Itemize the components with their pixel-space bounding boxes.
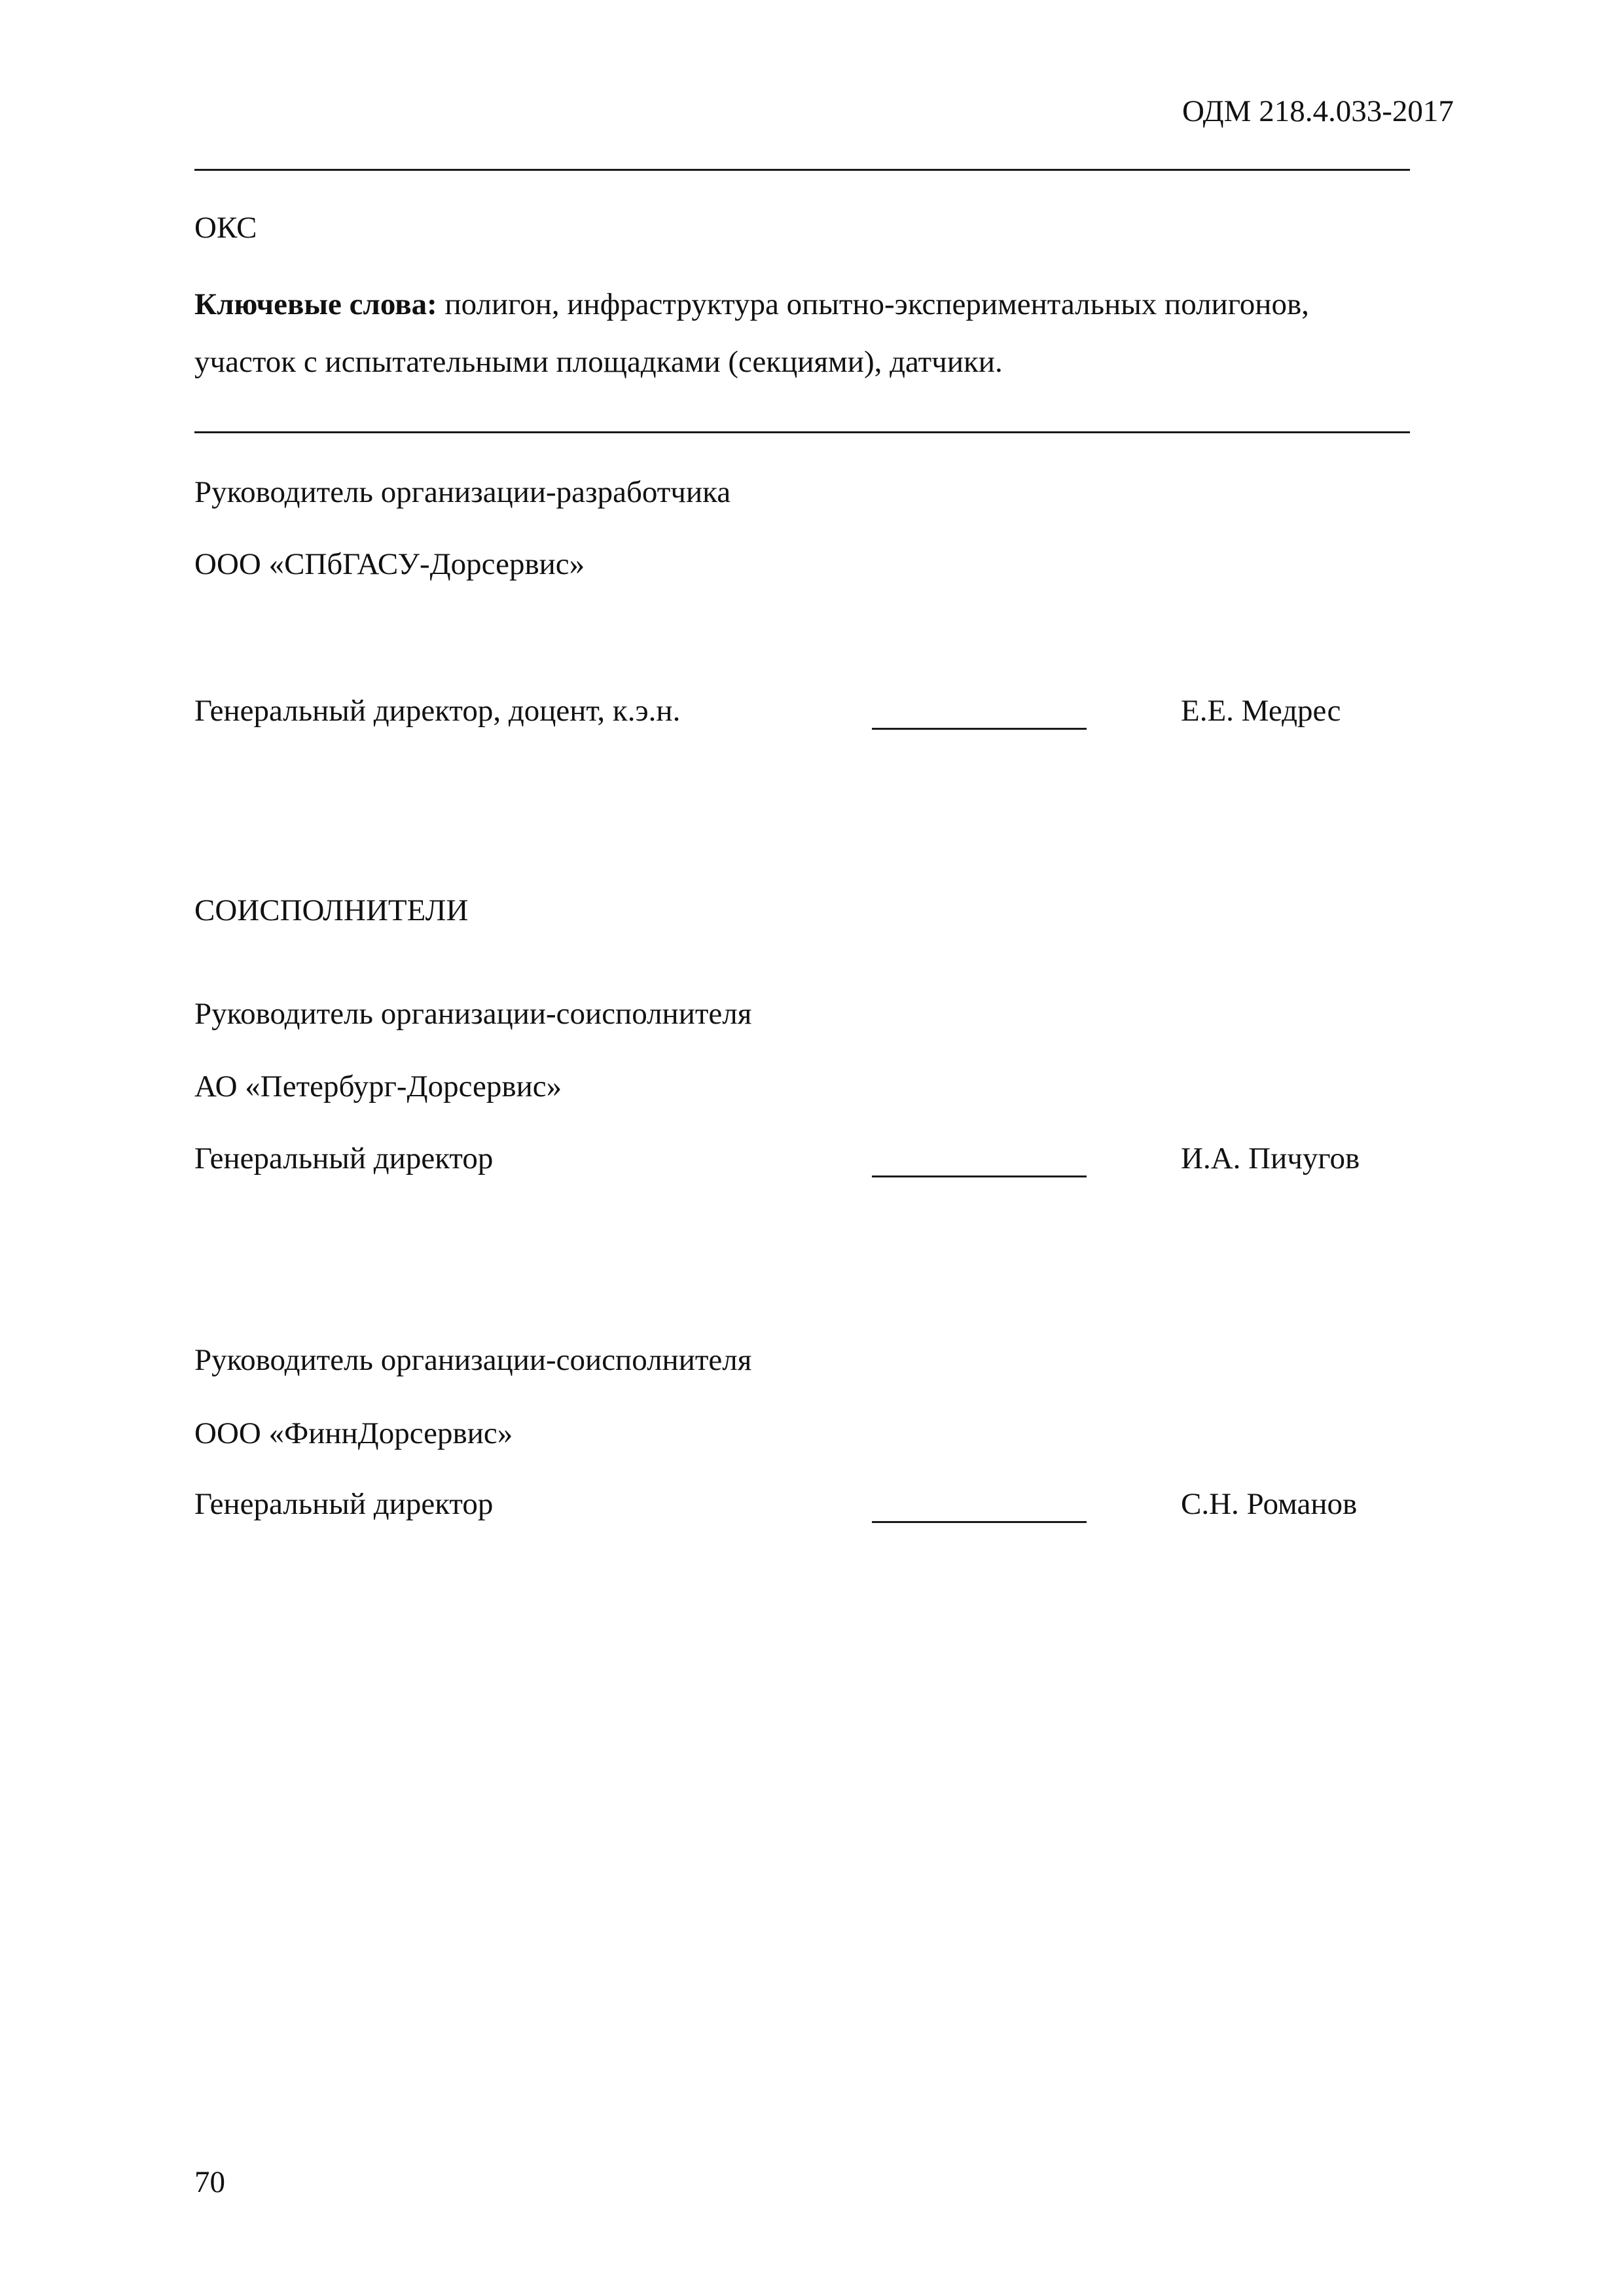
coexecutor-2-signature-line xyxy=(872,1521,1087,1523)
coexecutor-1-signature-line xyxy=(872,1175,1087,1177)
coexecutor-2-role: Руководитель организации-соисполнителя xyxy=(194,1343,752,1377)
keywords-rule xyxy=(194,431,1410,433)
keywords-label: Ключевые слова: xyxy=(194,287,437,321)
coexecutor-1-name: И.А. Пичугов xyxy=(1181,1141,1360,1175)
coexecutor-2-name: С.Н. Романов xyxy=(1181,1487,1358,1521)
developer-signature-line xyxy=(872,728,1087,730)
header-rule xyxy=(194,169,1410,171)
coexecutor-1-position: Генеральный директор xyxy=(194,1141,494,1175)
developer-role: Руководитель организации-разработчика xyxy=(194,475,731,509)
keywords-line-1 xyxy=(194,286,1309,323)
developer-org: ООО «СПбГАСУ-Дорсервис» xyxy=(194,547,585,581)
developer-position: Генеральный директор, доцент, к.э.н. xyxy=(194,694,681,728)
keywords-text-1: полигон, инфраструктура опытно-экспериментальных полигонов, xyxy=(437,287,1309,321)
coexecutor-1-org: АО «Петербург-Дорсервис» xyxy=(194,1069,562,1103)
coexecutors-heading: СОИСПОЛНИТЕЛИ xyxy=(194,893,469,927)
okc-label: ОКС xyxy=(194,211,257,245)
developer-name: Е.Е. Медрес xyxy=(1181,694,1341,728)
coexecutor-2-position: Генеральный директор xyxy=(194,1487,494,1521)
page-number: 70 xyxy=(194,2165,225,2199)
document-code: ОДМ 218.4.033-2017 xyxy=(1182,94,1454,128)
coexecutor-2-org: ООО «ФиннДорсервис» xyxy=(194,1416,513,1450)
keywords-line-2: участок с испытательными площадками (секциями), датчики. xyxy=(194,345,1003,379)
coexecutor-1-role: Руководитель организации-соисполнителя xyxy=(194,997,752,1031)
